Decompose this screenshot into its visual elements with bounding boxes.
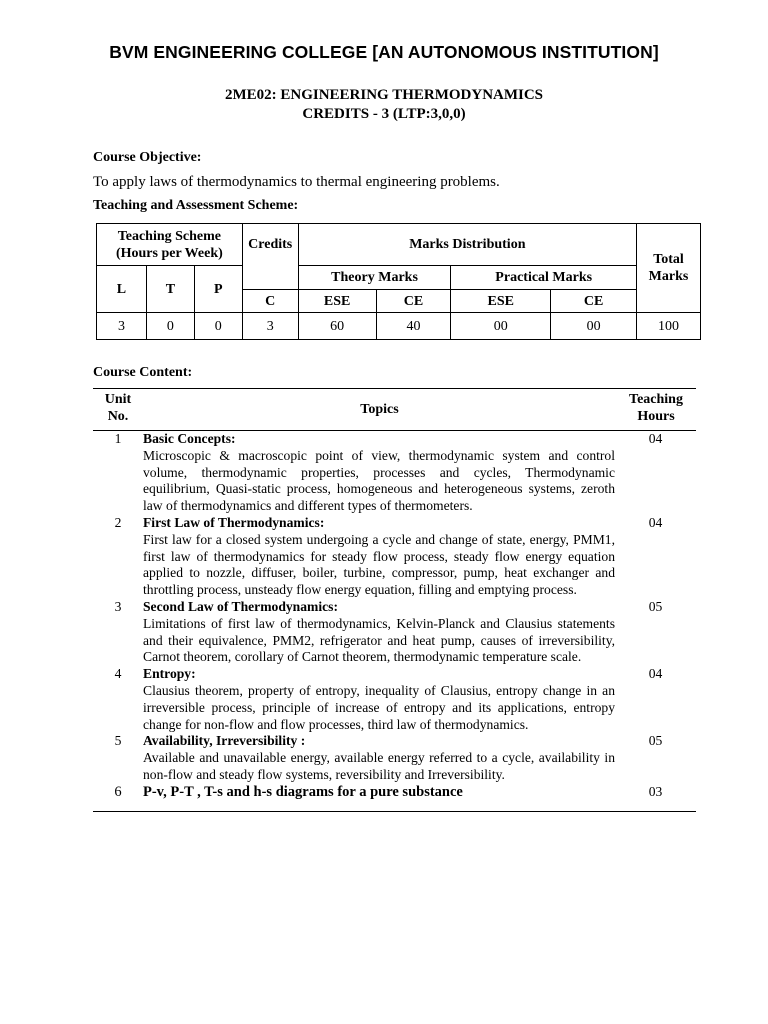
theory-ese-header: ESE xyxy=(298,290,376,313)
teaching-scheme-header: Teaching Scheme (Hours per Week) xyxy=(97,224,243,266)
unit-title: Basic Concepts: xyxy=(143,431,236,446)
objective-label: Course Objective: xyxy=(93,150,202,165)
unit-hours: 04 xyxy=(648,666,663,682)
value-theory-ese: 60 xyxy=(298,313,376,340)
content-label: Course Content: xyxy=(93,365,193,380)
practical-ce-header: CE xyxy=(551,290,637,313)
table-row xyxy=(93,733,696,783)
credits-header: Credits xyxy=(242,224,298,290)
unit-hours: 04 xyxy=(648,514,663,530)
course-credits: CREDITS - 3 (LTP:3,0,0) xyxy=(302,106,466,122)
unit-title: Entropy: xyxy=(143,666,196,682)
unit-title: First Law of Thermodynamics: xyxy=(143,514,325,530)
value-l: 3 xyxy=(97,313,147,340)
practical-marks-header: Practical Marks xyxy=(451,266,637,290)
unit-no-header: Unit No. xyxy=(104,392,132,424)
unit-number: 3 xyxy=(114,598,122,614)
unit-body: Microscopic & macroscopic point of view, thermodynamic system and control volume, thermodynamic properties, processes and cycles, Thermodynamic equilibrium, Quasi-static process, homogeneous and heterogeneous systems, zeroth law of thermodynamics and different types of thermometers. xyxy=(143,447,615,514)
teaching-hours-header: Teaching Hours xyxy=(629,392,683,424)
col-p-header: P xyxy=(194,266,242,313)
unit-number: 6 xyxy=(114,783,122,800)
unit-number: 5 xyxy=(114,733,122,749)
scheme-label: Teaching and Assessment Scheme: xyxy=(93,198,299,213)
value-total: 100 xyxy=(637,313,701,340)
unit-number: 4 xyxy=(114,666,122,682)
unit-body: Clausius theorem, property of entropy, inequality of Clausius, entropy change in an irreversible process, principle of increase of entropy and its applications, entropy change for non-flow and flow processes, third law of thermodynamics. xyxy=(143,682,615,732)
unit-body: Available and unavailable energy, available energy referred to a cycle, availability in non-flow and steady flow systems, reversibility and Irreversibility. xyxy=(143,750,615,782)
topics-header: Topics xyxy=(360,402,399,417)
table-row xyxy=(93,666,696,733)
col-l-header: L xyxy=(97,266,147,313)
unit-title: P-v, P-T , T-s and h-s diagrams for a pure substance xyxy=(143,783,463,800)
unit-hours: 05 xyxy=(648,733,663,749)
table-row xyxy=(93,599,696,666)
table-row xyxy=(93,431,696,515)
unit-body: Limitations of first law of thermodynamics, Kelvin-Planck and Clausius statements and their equivalence, PMM2, refrigerator and heat pump, causes of irreversibility, Carnot theorem, corollary of Carnot theorem, thermodynamic temperature scale. xyxy=(143,615,615,665)
marks-distribution-header: Marks Distribution xyxy=(298,224,636,266)
unit-number: 1 xyxy=(114,431,122,446)
college-heading: BVM ENGINEERING COLLEGE [AN AUTONOMOUS INSTITUTION] xyxy=(109,42,659,62)
unit-number: 2 xyxy=(114,514,122,530)
course-title: 2ME02: ENGINEERING THERMODYNAMICS xyxy=(224,87,544,103)
value-theory-ce: 40 xyxy=(376,313,451,340)
value-c: 3 xyxy=(242,313,298,340)
objective-text: To apply laws of thermodynamics to thermal engineering problems. xyxy=(93,174,500,190)
value-practical-ce: 00 xyxy=(551,313,637,340)
assessment-scheme-table xyxy=(96,223,701,340)
value-practical-ese: 00 xyxy=(451,313,551,340)
table-row xyxy=(93,515,696,599)
value-p: 0 xyxy=(194,313,242,340)
theory-marks-header: Theory Marks xyxy=(298,266,451,290)
unit-title: Availability, Irreversibility : xyxy=(143,733,306,749)
total-marks-header: Total Marks xyxy=(637,224,701,313)
unit-body: First law for a closed system undergoing a cycle and change of state, energy, PMM1, first law of thermodynamics for steady flow process, steady flow energy equation applied to nozzle, diffuser, boiler, turbine, compressor, pump, heat exchanger and throttling process, unsteady flow energy equation, filling and emptying process. xyxy=(143,531,615,598)
unit-hours: 05 xyxy=(648,598,663,614)
practical-ese-header: ESE xyxy=(451,290,551,313)
content-header-row xyxy=(93,389,696,431)
unit-title: Second Law of Thermodynamics: xyxy=(143,598,338,614)
unit-hours: 04 xyxy=(648,431,663,446)
value-t: 0 xyxy=(146,313,194,340)
course-content-table xyxy=(93,388,696,812)
theory-ce-header: CE xyxy=(376,290,451,313)
unit-hours: 03 xyxy=(648,783,663,799)
col-c-header: C xyxy=(242,290,298,313)
col-t-header: T xyxy=(146,266,194,313)
table-row xyxy=(93,784,696,811)
